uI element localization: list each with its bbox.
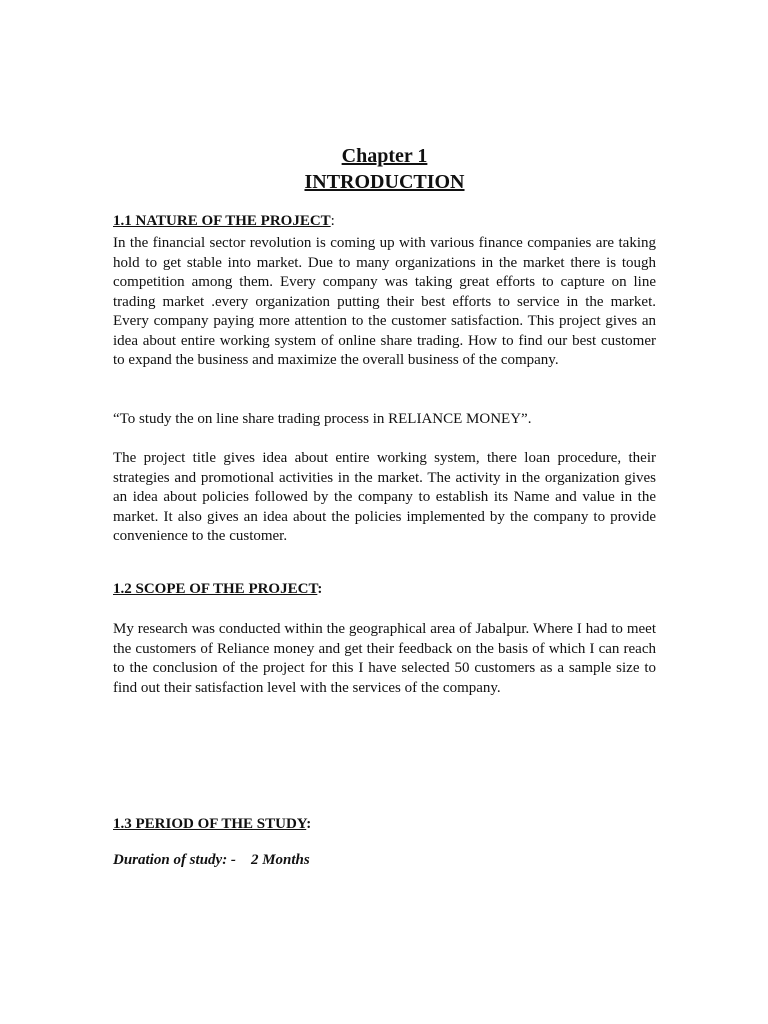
study-duration: [113, 851, 310, 871]
section-1-1-heading-text: 1.1 NATURE OF THE PROJECT: [113, 213, 331, 229]
section-1-2-heading-colon: :: [317, 581, 323, 597]
section-1-1-heading-colon: :: [330, 213, 335, 229]
section-1-3-heading: [113, 815, 311, 835]
section-1-1-paragraph: In the financial sector revolution is coming up with various finance companies are taking hold to get stable into market. Due to many organizations in the market there is tough competition among them. Every company was taking great efforts to capture on line trading market .every organization putting their best efforts to service in the market. Every company paying more attention to the customer satisfaction. This project gives an idea about entire working system of online share trading. How to find our best customer to expand the business and maximize the overall business of the company.: [113, 235, 656, 368]
chapter-title: INTRODUCTION: [304, 171, 465, 193]
duration-value: 2 Months: [250, 852, 310, 868]
section-1-3-heading-text: 1.3 PERIOD OF THE STUDY: [113, 816, 307, 832]
section-1-1-heading: [113, 212, 335, 232]
section-1-2-heading-text: 1.2 SCOPE OF THE PROJECT: [113, 581, 318, 597]
section-1-1-quote: “To study the on line share trading process in RELIANCE MONEY”.: [113, 411, 532, 427]
duration-label: Duration of study: -: [113, 852, 236, 868]
section-1-2-paragraph: My research was conducted within the geographical area of Jabalpur. Where I had to meet the customers of Reliance money and get their feedback on the basis of which I can reach to the conclusion of the project for this I have selected 50 customers as a sample size to find out their satisfaction level with the services of the company.: [113, 621, 656, 696]
section-1-3-heading-colon: :: [306, 816, 312, 832]
section-1-2-heading: [113, 580, 322, 600]
chapter-number: Chapter 1: [341, 145, 428, 167]
section-1-1-paragraph-2: The project title gives idea about entire working system, there loan procedure, their strategies and promotional activities in the market. The activity in the organization gives an idea about policies followed by the company to establish its Name and value in the market. It also gives an idea about the policies implemented by the company to provide convenience to the customer.: [113, 450, 656, 544]
